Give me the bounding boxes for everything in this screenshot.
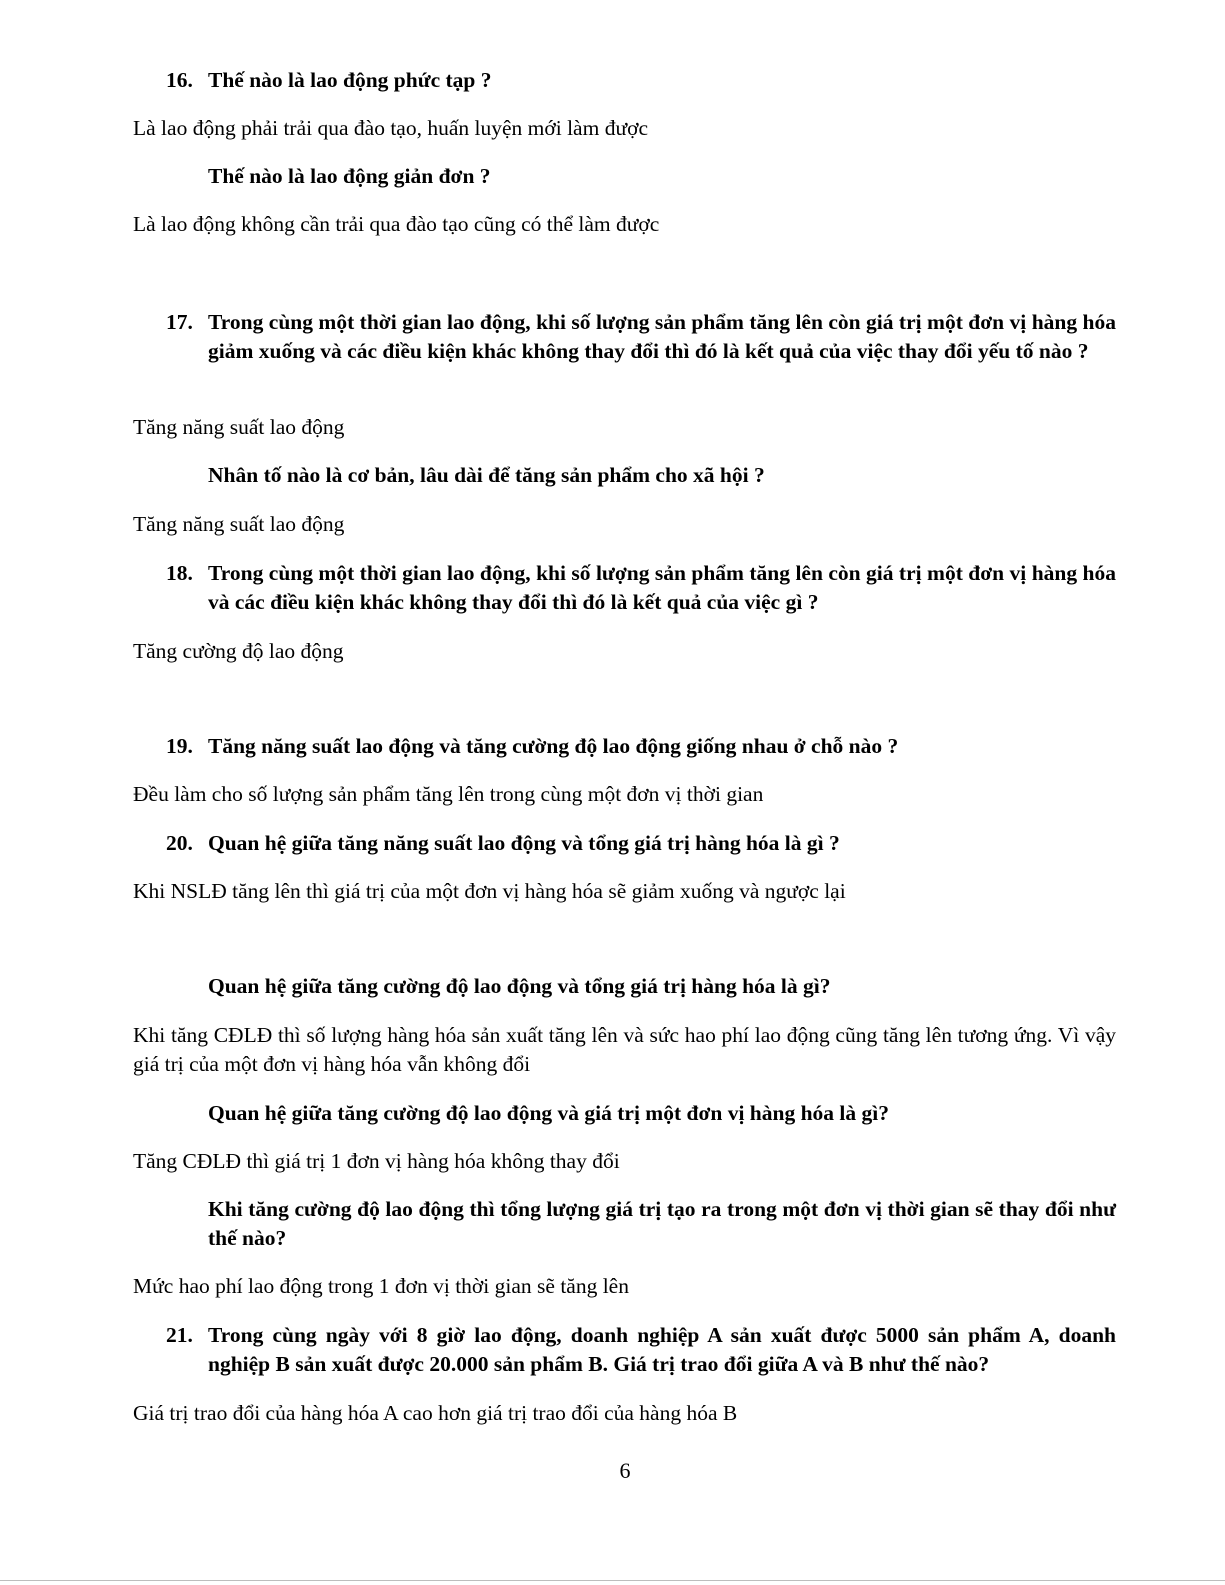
- question-17b-text: Nhân tố nào là cơ bản, lâu dài để tăng sản phẩm cho xã hội ?: [208, 463, 765, 487]
- answer-17b: Tăng năng suất lao động: [133, 512, 345, 536]
- question-17-number: 17.: [166, 310, 193, 334]
- answer-21: Giá trị trao đổi của hàng hóa A cao hơn giá trị trao đổi của hàng hóa B: [133, 1401, 738, 1425]
- question-17-text: Trong cùng một thời gian lao động, khi số lượng sản phẩm tăng lên còn giá trị một đơn vị hàng hóa giảm xuống và các điều kiện khác không thay đổi thì đó là kết quả của việc thay đổi yếu tố nào ?: [208, 310, 1116, 363]
- page-number: 6: [619, 1458, 631, 1483]
- question-20c-text: Quan hệ giữa tăng cường độ lao động và giá trị một đơn vị hàng hóa là gì?: [208, 1101, 889, 1125]
- question-16b-text: Thế nào là lao động giản đơn ?: [208, 164, 491, 188]
- question-18-number: 18.: [166, 561, 193, 585]
- question-19-number: 19.: [166, 734, 193, 758]
- question-20b-text: Quan hệ giữa tăng cường độ lao động và tổng giá trị hàng hóa là gì?: [208, 974, 831, 998]
- answer-17: Tăng năng suất lao động: [133, 415, 345, 439]
- answer-16: Là lao động phải trải qua đào tạo, huấn luyện mới làm được: [133, 116, 649, 140]
- question-20-number: 20.: [166, 831, 193, 855]
- answer-20d: Mức hao phí lao động trong 1 đơn vị thời gian sẽ tăng lên: [133, 1274, 629, 1298]
- answer-20: Khi NSLĐ tăng lên thì giá trị của một đơn vị hàng hóa sẽ giảm xuống và ngược lại: [133, 879, 846, 903]
- question-16-number: 16.: [166, 68, 193, 92]
- answer-18: Tăng cường độ lao động: [133, 639, 344, 663]
- question-18-text: Trong cùng một thời gian lao động, khi số lượng sản phẩm tăng lên còn giá trị một đơn vị hàng hóa và các điều kiện khác không thay đổi thì đó là kết quả của việc gì ?: [208, 561, 1116, 614]
- question-20-text: Quan hệ giữa tăng năng suất lao động và tổng giá trị hàng hóa là gì ?: [208, 831, 840, 855]
- bottom-rule: [0, 1580, 1225, 1581]
- question-20d-text: Khi tăng cường độ lao động thì tổng lượng giá trị tạo ra trong một đơn vị thời gian sẽ thay đổi như thế nào?: [208, 1197, 1116, 1250]
- answer-16b: Là lao động không cần trải qua đào tạo cũng có thể làm được: [133, 212, 660, 236]
- question-21-text: Trong cùng ngày với 8 giờ lao động, doanh nghiệp A sản xuất được 5000 sản phẩm A, doanh nghiệp B sản xuất được 20.000 sản phẩm B. Giá trị trao đổi giữa A và B như thế nào?: [208, 1323, 1116, 1376]
- answer-20b: Khi tăng CĐLĐ thì số lượng hàng hóa sản xuất tăng lên và sức hao phí lao động cũng tăng lên tương ứng. Vì vậy giá trị của một đơn vị hàng hóa vẫn không đổi: [133, 1023, 1116, 1076]
- question-19-text: Tăng năng suất lao động và tăng cường độ lao động giống nhau ở chỗ nào ?: [208, 734, 899, 758]
- question-21-number: 21.: [166, 1323, 193, 1347]
- question-16-text: Thế nào là lao động phức tạp ?: [208, 68, 492, 92]
- answer-19: Đều làm cho số lượng sản phẩm tăng lên trong cùng một đơn vị thời gian: [133, 782, 764, 806]
- answer-20c: Tăng CĐLĐ thì giá trị 1 đơn vị hàng hóa không thay đổi: [133, 1149, 620, 1173]
